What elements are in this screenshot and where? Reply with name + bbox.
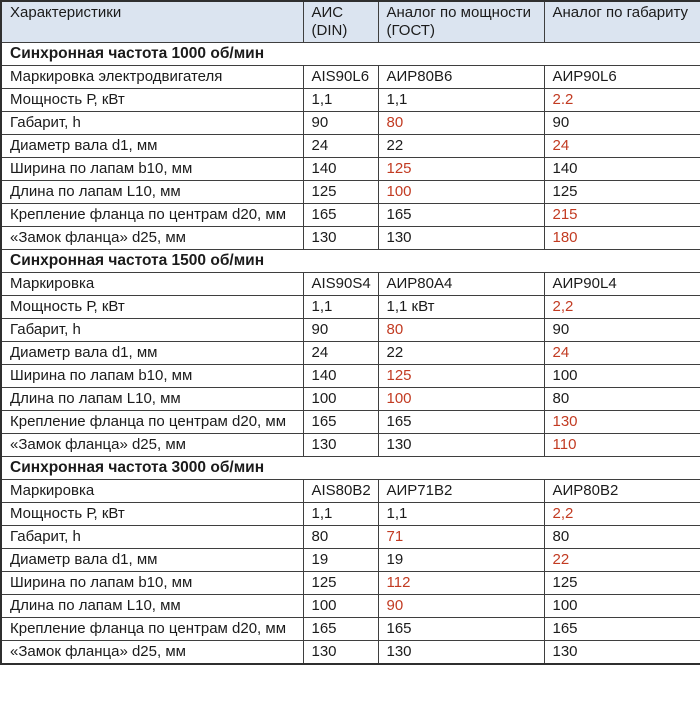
value-cell: 165 (303, 411, 378, 434)
value-cell: 100 (544, 365, 700, 388)
value-cell: 125 (544, 572, 700, 595)
value-cell: 80 (378, 319, 544, 342)
value-cell: 100 (303, 595, 378, 618)
value-cell: 90 (303, 112, 378, 135)
table-row (1, 273, 700, 296)
section-heading-row (1, 250, 700, 273)
value-cell: 19 (378, 549, 544, 572)
value-cell: 2,2 (544, 296, 700, 319)
section-title: Синхронная частота 1500 об/мин (1, 250, 700, 273)
row-label: Мощность Р, кВт (1, 503, 303, 526)
table-row (1, 158, 700, 181)
value-cell: AIS80B2 (303, 480, 378, 503)
row-label: Маркировка электродвигателя (1, 66, 303, 89)
section-title: Синхронная частота 3000 об/мин (1, 457, 700, 480)
value-cell: 140 (303, 158, 378, 181)
value-cell: 140 (303, 365, 378, 388)
value-cell: 19 (303, 549, 378, 572)
row-label: Диаметр вала d1, мм (1, 549, 303, 572)
table-row (1, 296, 700, 319)
row-label: Ширина по лапам b10, мм (1, 572, 303, 595)
value-cell: 90 (303, 319, 378, 342)
value-cell: 165 (378, 411, 544, 434)
value-cell: 130 (303, 227, 378, 250)
value-cell: 100 (378, 388, 544, 411)
row-label: Ширина по лапам b10, мм (1, 158, 303, 181)
table-row (1, 434, 700, 457)
header-ais-din: АИС (DIN) (303, 1, 378, 43)
value-cell: 24 (303, 342, 378, 365)
table-row (1, 135, 700, 158)
row-label: Маркировка (1, 480, 303, 503)
value-cell: 130 (378, 434, 544, 457)
table-row (1, 411, 700, 434)
value-cell: 2,2 (544, 503, 700, 526)
table-row (1, 342, 700, 365)
table-row (1, 365, 700, 388)
row-label: Габарит, h (1, 112, 303, 135)
value-cell: 140 (544, 158, 700, 181)
value-cell: 22 (378, 342, 544, 365)
table-row (1, 89, 700, 112)
table-row (1, 181, 700, 204)
row-label: Длина по лапам L10, мм (1, 595, 303, 618)
row-label: Диаметр вала d1, мм (1, 342, 303, 365)
value-cell: 165 (303, 618, 378, 641)
table-row (1, 227, 700, 250)
table-row (1, 480, 700, 503)
row-label: Длина по лапам L10, мм (1, 181, 303, 204)
row-label: «Замок фланца» d25, мм (1, 227, 303, 250)
value-cell: 100 (303, 388, 378, 411)
table-row (1, 641, 700, 665)
row-label: Крепление фланца по центрам d20, мм (1, 618, 303, 641)
table-row (1, 618, 700, 641)
value-cell: АИР80В2 (544, 480, 700, 503)
header-characteristics: Характеристики (1, 1, 303, 43)
value-cell: 24 (544, 135, 700, 158)
value-cell: 130 (303, 434, 378, 457)
value-cell: 1,1 (303, 503, 378, 526)
header-analog-power: Аналог по мощности (ГОСТ) (378, 1, 544, 43)
table-row (1, 549, 700, 572)
table-row (1, 66, 700, 89)
table-body (1, 43, 700, 665)
value-cell: 165 (303, 204, 378, 227)
table-row (1, 388, 700, 411)
table-header (1, 1, 700, 43)
section-title: Синхронная частота 1000 об/мин (1, 43, 700, 66)
value-cell: 130 (303, 641, 378, 665)
row-label: Габарит, h (1, 319, 303, 342)
value-cell: 90 (544, 112, 700, 135)
table-row (1, 112, 700, 135)
row-label: Диаметр вала d1, мм (1, 135, 303, 158)
row-label: «Замок фланца» d25, мм (1, 434, 303, 457)
row-label: Крепление фланца по центрам d20, мм (1, 411, 303, 434)
row-label: Маркировка (1, 273, 303, 296)
value-cell: 90 (378, 595, 544, 618)
value-cell: 1,1 кВт (378, 296, 544, 319)
value-cell: 1,1 (303, 296, 378, 319)
value-cell: 125 (378, 158, 544, 181)
row-label: Габарит, h (1, 526, 303, 549)
value-cell: 165 (378, 204, 544, 227)
table-row (1, 503, 700, 526)
value-cell: 71 (378, 526, 544, 549)
value-cell: 130 (544, 641, 700, 665)
value-cell: AIS90S4 (303, 273, 378, 296)
value-cell: АИР90L6 (544, 66, 700, 89)
value-cell: 22 (378, 135, 544, 158)
value-cell: 1,1 (378, 89, 544, 112)
value-cell: 90 (544, 319, 700, 342)
table-row (1, 319, 700, 342)
value-cell: 180 (544, 227, 700, 250)
value-cell: 1,1 (303, 89, 378, 112)
value-cell: 112 (378, 572, 544, 595)
value-cell: 100 (544, 595, 700, 618)
value-cell: AIS90L6 (303, 66, 378, 89)
row-label: Мощность Р, кВт (1, 89, 303, 112)
value-cell: 130 (544, 411, 700, 434)
value-cell: 24 (544, 342, 700, 365)
value-cell: 80 (544, 526, 700, 549)
value-cell: АИР80В6 (378, 66, 544, 89)
row-label: Крепление фланца по центрам d20, мм (1, 204, 303, 227)
value-cell: 100 (378, 181, 544, 204)
table-row (1, 572, 700, 595)
value-cell: 2.2 (544, 89, 700, 112)
row-label: Мощность Р, кВт (1, 296, 303, 319)
value-cell: АИР80А4 (378, 273, 544, 296)
row-label: Длина по лапам L10, мм (1, 388, 303, 411)
value-cell: 80 (378, 112, 544, 135)
value-cell: 80 (303, 526, 378, 549)
table-row (1, 204, 700, 227)
value-cell: 130 (378, 227, 544, 250)
value-cell: АИР90L4 (544, 273, 700, 296)
header-row (1, 1, 700, 43)
value-cell: 125 (303, 572, 378, 595)
row-label: Ширина по лапам b10, мм (1, 365, 303, 388)
value-cell: 110 (544, 434, 700, 457)
header-analog-size: Аналог по габариту (544, 1, 700, 43)
value-cell: 165 (378, 618, 544, 641)
value-cell: 80 (544, 388, 700, 411)
section-heading-row (1, 457, 700, 480)
value-cell: 130 (378, 641, 544, 665)
table-row (1, 595, 700, 618)
value-cell: 24 (303, 135, 378, 158)
row-label: «Замок фланца» d25, мм (1, 641, 303, 665)
section-heading-row (1, 43, 700, 66)
value-cell: 215 (544, 204, 700, 227)
value-cell: 165 (544, 618, 700, 641)
value-cell: 1,1 (378, 503, 544, 526)
value-cell: 22 (544, 549, 700, 572)
table-row (1, 526, 700, 549)
value-cell: 125 (303, 181, 378, 204)
value-cell: 125 (378, 365, 544, 388)
value-cell: АИР71В2 (378, 480, 544, 503)
value-cell: 125 (544, 181, 700, 204)
